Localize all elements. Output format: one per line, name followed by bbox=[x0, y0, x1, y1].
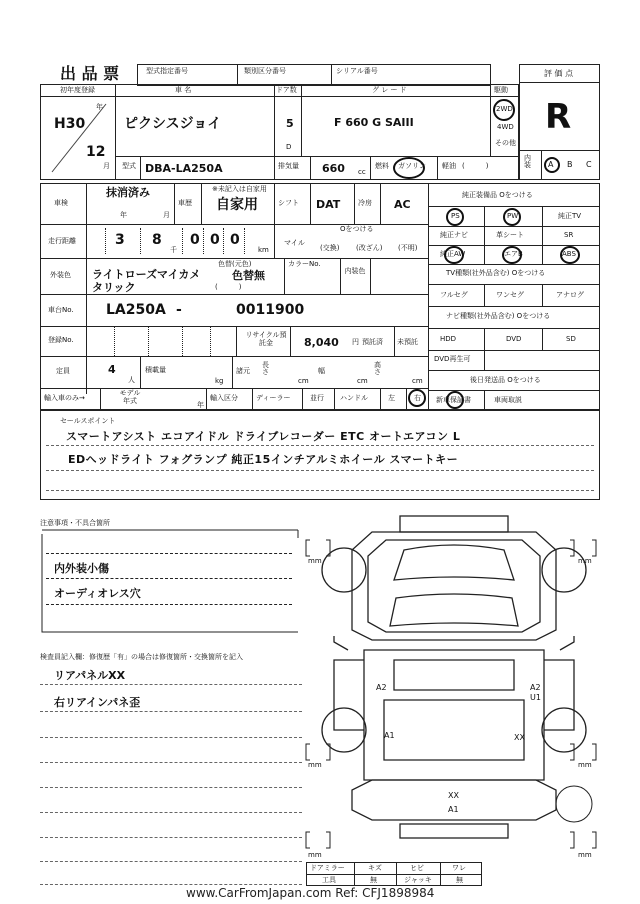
interior-label: 内装 bbox=[524, 154, 531, 169]
length-cm: cm bbox=[298, 377, 309, 385]
recycle-amount: 8,040 bbox=[304, 336, 339, 349]
capacity-value: 4 bbox=[108, 363, 116, 376]
chassis-model: LA250A bbox=[106, 302, 166, 318]
tire-mm-rl: mm bbox=[308, 761, 322, 769]
model-label: 型式 bbox=[122, 162, 136, 170]
damage-a2-right: A2 bbox=[530, 683, 541, 692]
repaint-value: 色替無 bbox=[232, 269, 265, 282]
doors-value: 5 bbox=[286, 117, 294, 130]
drive-other: その他 bbox=[495, 139, 516, 147]
damage-xx-right: XX bbox=[514, 733, 525, 742]
import-label: 輸入車のみ→ bbox=[44, 394, 85, 402]
header-id-row bbox=[137, 64, 491, 86]
inspection-month: 月 bbox=[163, 211, 170, 219]
recycle-label: リサイクル預託金 bbox=[245, 331, 287, 348]
mileage-digit-5: 0 bbox=[230, 232, 240, 248]
drive-4wd: 4WD bbox=[497, 123, 514, 131]
damage-u1: U1 bbox=[530, 693, 541, 702]
interior-grade-b: B bbox=[567, 160, 573, 169]
damage-a1-rear: A1 bbox=[448, 805, 459, 814]
equip-aw: 純正AW bbox=[440, 250, 466, 258]
month-label: 月 bbox=[103, 162, 110, 170]
crack-label: ヒビ bbox=[410, 864, 424, 872]
mileage-exchanged: (交換) bbox=[320, 244, 340, 252]
selling-points-line-2: EDヘッドライト フォグランプ 純正15インチアルミホイール スマートキー bbox=[68, 453, 459, 466]
equipment-title: 純正装備品 Oをつける bbox=[462, 191, 533, 199]
repaint-paren: ( ) bbox=[215, 283, 242, 291]
repaint-label: 色替(元色) bbox=[218, 260, 252, 268]
inspector-label: 検査員記入欄：修復歴「有」の場合は修復箇所・交換箇所を記入 bbox=[40, 653, 243, 661]
color-no-label: カラーNo. bbox=[288, 260, 321, 268]
notes-bracket bbox=[40, 528, 302, 636]
note-line-1: 内外装小傷 bbox=[54, 562, 109, 575]
equip-airbag: エアB bbox=[504, 250, 523, 258]
width-cm: cm bbox=[357, 377, 368, 385]
dvd-play-label: DVD再生可 bbox=[434, 355, 471, 363]
score-value: R bbox=[545, 97, 572, 137]
mileage-digit-3: 0 bbox=[190, 232, 200, 248]
int-color-label: 内装色 bbox=[344, 267, 366, 275]
ext-color-value: ライトローズマイカメタリック bbox=[92, 268, 201, 295]
first-reg-month: 12 bbox=[86, 144, 106, 160]
equip-abs: ABS bbox=[562, 250, 576, 258]
selling-points-label: セールスポイント bbox=[60, 417, 116, 425]
inspection-year: 年 bbox=[120, 211, 127, 219]
tire-mm-fl: mm bbox=[308, 557, 322, 565]
height-cm: cm bbox=[412, 377, 423, 385]
length-label: 長さ bbox=[262, 361, 269, 376]
width-label: 幅 bbox=[318, 367, 325, 375]
displacement-value: 660 bbox=[322, 162, 345, 175]
chassis-dash: - bbox=[176, 302, 182, 318]
interior-grade-c: C bbox=[586, 160, 592, 169]
mileage-unknown: (不明) bbox=[398, 244, 418, 252]
drive-2wd: 2WD bbox=[496, 105, 513, 113]
damage-xx-rear: XX bbox=[448, 791, 459, 800]
tire-mm-spare-l: mm bbox=[308, 851, 322, 859]
mirror-label: ドアミラー bbox=[310, 864, 345, 872]
scratch-label: キズ bbox=[368, 864, 382, 872]
reg-no-label: 登録No. bbox=[48, 336, 74, 344]
handle-right: 右 bbox=[414, 394, 421, 402]
light-oil-label: 軽油 bbox=[442, 162, 456, 170]
first-reg-year: H30 bbox=[54, 116, 86, 132]
history-value: 自家用 bbox=[216, 197, 258, 213]
drive-label: 駆動 bbox=[494, 86, 508, 94]
selling-points-line-1: スマートアシスト エコアイドル ドライブレコーダー ETC オートエアコン L bbox=[66, 430, 461, 443]
damage-a2-left: A2 bbox=[376, 683, 387, 692]
car-name-label: 車 名 bbox=[175, 86, 192, 94]
mileage-label: 走行距離 bbox=[48, 237, 76, 245]
model-no-label: 型式指定番号 bbox=[146, 67, 188, 75]
km-label: km bbox=[258, 246, 269, 254]
equip-leather: 革シート bbox=[496, 231, 524, 239]
history-label: 車歴 bbox=[178, 199, 192, 207]
notes-label: 注意事項・不具合箇所 bbox=[40, 519, 110, 527]
dent-label: ワレ bbox=[452, 864, 466, 872]
date-slash bbox=[48, 100, 110, 176]
cc-label: cc bbox=[358, 168, 366, 176]
equip-sr: SR bbox=[564, 231, 574, 239]
tv-fullseg: フルセグ bbox=[440, 291, 468, 299]
inspection-label: 車検 bbox=[54, 199, 68, 207]
year-label: 年 bbox=[96, 103, 103, 111]
damage-a1-left: A1 bbox=[384, 731, 395, 740]
recycle-yen: 円 bbox=[352, 338, 359, 346]
recycle-paid: 預託済 bbox=[362, 338, 383, 346]
load-label: 積載量 bbox=[145, 366, 166, 374]
grade-value: F 660 G SAIII bbox=[334, 116, 414, 129]
private-note: ※未記入は自家用 bbox=[212, 185, 267, 193]
equip-navi: 純正ナビ bbox=[440, 231, 468, 239]
tools-value: 無 bbox=[370, 876, 377, 884]
thousand-label: 千 bbox=[170, 246, 177, 254]
mile-label: マイル bbox=[284, 239, 305, 247]
displacement-label: 排気量 bbox=[278, 162, 299, 170]
equip-pw: PW bbox=[507, 212, 519, 220]
navi-hdd: HDD bbox=[440, 335, 457, 343]
grade-label: グ レ ー ド bbox=[372, 86, 407, 94]
kg-unit: kg bbox=[215, 377, 224, 385]
model-value: DBA-LA250A bbox=[145, 162, 223, 175]
parallel-option: 並行 bbox=[310, 394, 324, 402]
tv-oneseg: ワンセグ bbox=[496, 291, 524, 299]
sheet-title: 出 品 票 bbox=[60, 64, 120, 83]
navi-dvd: DVD bbox=[506, 335, 522, 343]
tire-mm-rr: mm bbox=[578, 761, 592, 769]
navi-sd: SD bbox=[566, 335, 576, 343]
dims-label: 諸元 bbox=[236, 367, 250, 375]
interior-grade-a: A bbox=[548, 160, 554, 169]
handle-left: 左 bbox=[388, 394, 395, 402]
model-year-unit: 年 bbox=[197, 401, 204, 409]
equip-tv: 純正TV bbox=[558, 212, 582, 220]
mileage-digit-2: 8 bbox=[152, 232, 162, 248]
circle-note: Oをつける bbox=[340, 225, 374, 233]
serial-label: シリアル番号 bbox=[336, 67, 378, 75]
fuel-label: 燃料 bbox=[375, 162, 389, 170]
doors-label: ドア数 bbox=[276, 86, 297, 94]
fuel-gasoline: ガソリン bbox=[398, 162, 426, 170]
inspector-line-2: 右リアインパネ歪 bbox=[54, 696, 141, 709]
note-line-2: オーディオレス穴 bbox=[54, 587, 141, 600]
tools-label: 工具 bbox=[322, 876, 336, 884]
tire-mm-fr: mm bbox=[578, 557, 592, 565]
first-reg-label: 初年度登録 bbox=[60, 86, 95, 94]
warranty-doc: 新車保証書 bbox=[436, 396, 471, 404]
import-class-label: 輸入区分 bbox=[210, 394, 238, 402]
height-label: 高さ bbox=[374, 361, 381, 376]
tv-type-title: TV種類(社外品含む) Oをつける bbox=[446, 269, 546, 277]
shift-value: DAT bbox=[316, 198, 341, 211]
mileage-modified: (改ざん) bbox=[356, 244, 383, 252]
score-label: 評 価 点 bbox=[544, 69, 574, 78]
recycle-unpaid: 未預託 bbox=[397, 338, 418, 346]
navi-type-title: ナビ種類(社外品含む) Oをつける bbox=[446, 312, 551, 320]
equip-ps: PS bbox=[451, 212, 460, 220]
inspector-line-1: リアパネルXX bbox=[54, 669, 126, 682]
jack-value: 無 bbox=[456, 876, 463, 884]
inspection-value: 抹消済み bbox=[106, 186, 150, 199]
ext-color-label: 外装色 bbox=[50, 271, 71, 279]
dealer-option: ディーラー bbox=[256, 394, 291, 402]
car-name: ピクシスジョイ bbox=[124, 116, 222, 132]
ac-value: AC bbox=[394, 198, 411, 211]
watermark: www.CarFromJapan.com Ref: CFJ1898984 bbox=[186, 886, 435, 900]
later-ship-title: 後日発送品 Oをつける bbox=[470, 376, 541, 384]
doors-d-label: D bbox=[286, 143, 292, 151]
chassis-label: 車台No. bbox=[48, 306, 74, 314]
ac-label: 冷房 bbox=[358, 199, 372, 207]
model-year-label: モデル年式 bbox=[119, 389, 141, 405]
person-unit: 人 bbox=[128, 376, 135, 384]
fuel-paren: ( ) bbox=[462, 162, 489, 170]
capacity-label: 定員 bbox=[56, 367, 70, 375]
tire-mm-spare-r: mm bbox=[578, 851, 592, 859]
mileage-digit-1: 3 bbox=[115, 232, 125, 248]
handle-label: ハンドル bbox=[340, 394, 368, 402]
shift-label: シフト bbox=[278, 199, 299, 207]
class-no-label: 類別区分番号 bbox=[244, 67, 286, 75]
chassis-number: 0011900 bbox=[236, 302, 305, 318]
mileage-digit-4: 0 bbox=[210, 232, 220, 248]
tv-analog: アナログ bbox=[556, 291, 584, 299]
jack-label: ジャッキ bbox=[404, 876, 432, 884]
manual-doc: 車両取説 bbox=[494, 396, 522, 404]
